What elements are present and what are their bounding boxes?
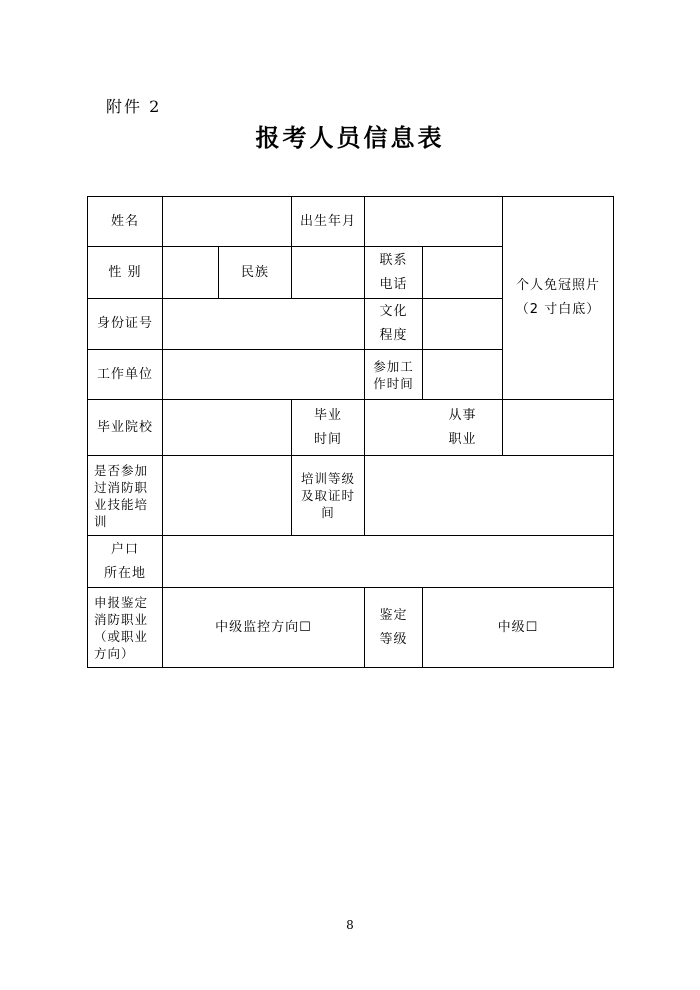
hukou-field[interactable] bbox=[163, 536, 613, 587]
gradtime-label bbox=[292, 400, 364, 455]
name-field[interactable] bbox=[163, 197, 291, 246]
training-level-label: 培训等级及取证时间 bbox=[300, 471, 355, 520]
level-label bbox=[365, 588, 422, 667]
worktime-label bbox=[365, 350, 422, 399]
education-field[interactable] bbox=[423, 299, 502, 349]
education-label-line1: 文化 bbox=[379, 304, 408, 319]
gradtime-field[interactable] bbox=[365, 400, 422, 455]
gender-label: 性 别 bbox=[108, 264, 142, 280]
phone-field[interactable] bbox=[423, 247, 502, 298]
photo-note: （2 寸白底） bbox=[515, 302, 601, 317]
level-label-line1: 鉴定 bbox=[379, 607, 408, 623]
phone-label-line1: 联系 bbox=[379, 252, 408, 268]
gender-field[interactable] bbox=[163, 247, 218, 298]
worktime-label-line2: 作时间 bbox=[373, 375, 414, 391]
workplace-field[interactable] bbox=[163, 350, 364, 399]
id-field[interactable] bbox=[163, 299, 364, 349]
page-title: 报考人员信息表 bbox=[255, 124, 445, 152]
direction-option[interactable]: 中级监控方向☐ bbox=[215, 619, 312, 635]
worktime-field[interactable] bbox=[423, 350, 502, 399]
ethnicity-field[interactable] bbox=[292, 247, 364, 298]
page-number: 8 bbox=[346, 918, 354, 932]
training-field[interactable] bbox=[163, 456, 291, 535]
hukou-label-line1: 户口 bbox=[110, 541, 139, 557]
training-level-field[interactable] bbox=[365, 456, 613, 535]
job-label bbox=[423, 400, 502, 455]
level-label-line2: 等级 bbox=[379, 631, 408, 647]
job-label-line1: 从事 bbox=[448, 407, 477, 423]
level-option[interactable]: 中级☐ bbox=[497, 619, 539, 635]
hukou-label bbox=[88, 536, 162, 587]
ethnicity-label: 民族 bbox=[240, 264, 269, 280]
photo-box[interactable] bbox=[503, 197, 613, 399]
attachment-label: 附件 2 bbox=[106, 97, 162, 116]
phone-label bbox=[365, 247, 422, 298]
training-label: 是否参加过消防职业技能培训 bbox=[94, 462, 149, 529]
photo-label: 个人免冠照片 bbox=[515, 278, 600, 293]
job-field[interactable] bbox=[503, 400, 613, 455]
birth-field[interactable] bbox=[365, 197, 502, 246]
education-label-line2: 程度 bbox=[379, 328, 408, 343]
job-label-line2: 职业 bbox=[448, 431, 477, 447]
apply-label: 申报鉴定消防职业（或职业方向） bbox=[94, 594, 149, 661]
birth-label: 出生年月 bbox=[299, 213, 356, 229]
gradtime-label-line1: 毕业 bbox=[313, 407, 342, 423]
id-label: 身份证号 bbox=[96, 316, 153, 331]
phone-label-line2: 电话 bbox=[379, 276, 408, 292]
name-label: 姓名 bbox=[110, 213, 139, 229]
school-field[interactable] bbox=[163, 400, 291, 455]
gradtime-label-line2: 时间 bbox=[313, 431, 342, 447]
education-label bbox=[365, 299, 422, 349]
school-label: 毕业院校 bbox=[96, 419, 153, 435]
workplace-label: 工作单位 bbox=[96, 366, 153, 382]
worktime-label-line1: 参加工 bbox=[373, 358, 414, 374]
hukou-label-line2: 所在地 bbox=[103, 565, 146, 581]
